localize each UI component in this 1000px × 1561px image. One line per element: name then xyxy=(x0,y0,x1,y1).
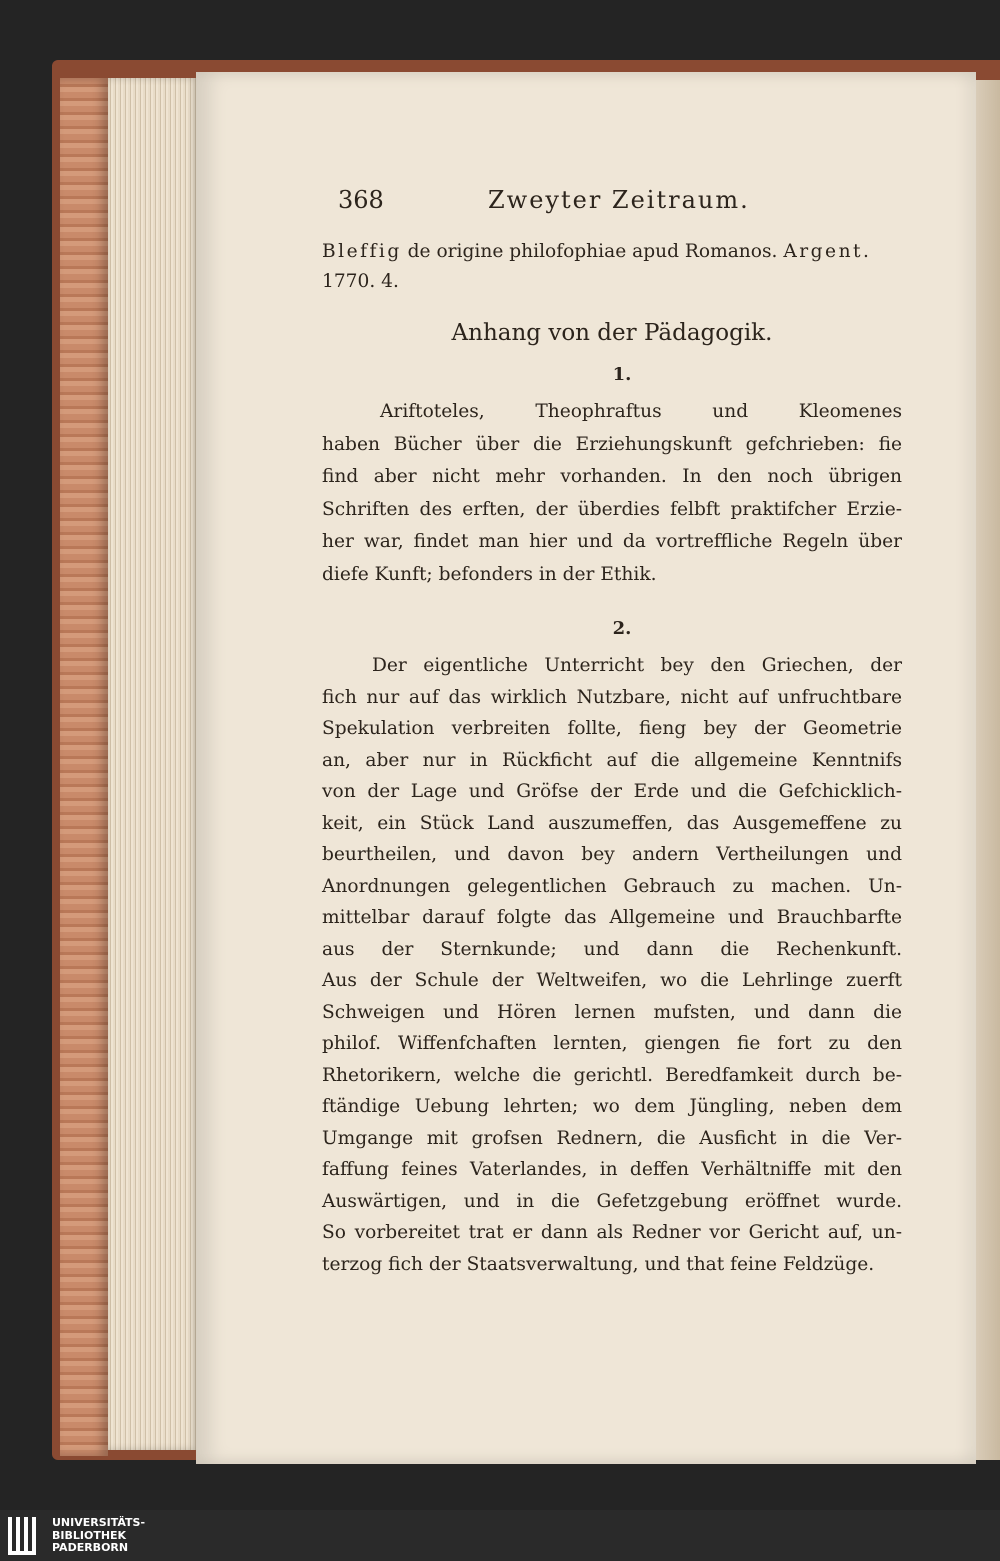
text-line: philof. Wiffenfchaften lernten, giengen fie fort zu den xyxy=(322,1033,902,1054)
text-line: keit, ein Stück Land auszumeffen, das Ausgemeffene zu xyxy=(322,812,902,834)
text-line: find aber nicht mehr vorhanden. In den noch übrigen xyxy=(322,466,902,487)
text-line: fich nur auf das wirklich Nutzbare, nicht auf unfruchtbare xyxy=(322,686,902,708)
text-line: terzog fich der Staatsverwaltung, und that feine Feldzüge. xyxy=(322,1253,875,1275)
text-line: Umgange mit grofsen Rednern, die Ausficht in die Ver- xyxy=(322,1127,902,1149)
reference-title: de origine philofophiae apud Romanos. xyxy=(407,241,778,262)
page-stack xyxy=(108,78,198,1450)
page-header xyxy=(338,180,778,220)
text-line: Schweigen und Hören lernen mufsten, und dann die xyxy=(322,1001,902,1023)
reference-line-1 xyxy=(322,236,902,268)
library-logo-icon xyxy=(6,1515,42,1557)
text-line: beurtheilen, und davon bey andern Vertheilungen und xyxy=(322,844,902,865)
appendix-title: Anhang von der Pädagogik. xyxy=(451,320,773,346)
library-name-line-1: UNIVERSITÄTS- xyxy=(52,1516,146,1529)
text-line: Auswärtigen, und in die Gefetzgebung eröffnet wurde. xyxy=(322,1190,902,1212)
reference-line-2: 1770. 4. xyxy=(322,271,399,292)
text-line: Ariftoteles, Theophraftus und Kleomenes xyxy=(380,401,902,422)
book-fore-edge xyxy=(60,78,108,1456)
section-2-number: 2. xyxy=(612,618,632,639)
library-name-line-3: PADERBORN xyxy=(52,1541,129,1554)
text-line: aus der Sternkunde; und dann die Rechenkunft. xyxy=(322,938,902,960)
running-title: Zweyter Zeitraum. xyxy=(488,186,750,214)
text-line: Der eigentliche Unterricht bey den Griechen, der xyxy=(372,655,902,676)
text-line: Aus der Schule der Weltweifen, wo die Lehrlinge zuerft xyxy=(322,970,902,991)
library-name xyxy=(52,1517,145,1555)
text-line: Rhetorikern, welche die gerichtl. Beredfamkeit durch be- xyxy=(322,1064,902,1086)
page-number: 368 xyxy=(338,186,384,214)
library-footer xyxy=(0,1510,1000,1561)
facing-page-edge xyxy=(976,80,1000,1460)
text-line: Anordnungen gelegentlichen Gebrauch zu machen. Un- xyxy=(322,875,902,897)
text-line: ftändige Uebung lehrten; wo dem Jüngling, neben dem xyxy=(322,1096,902,1117)
reference-place: Argent. xyxy=(783,241,872,262)
text-line: Schriften des erften, der überdies felbft praktifcher Erzie- xyxy=(322,498,902,520)
text-line: mittelbar darauf folgte das Allgemeine und Brauchbarfte xyxy=(322,907,902,928)
text-line: her war, findet man hier und da vortreffliche Regeln über xyxy=(322,531,902,552)
text-line: an, aber nur in Rückficht auf die allgemeine Kenntnifs xyxy=(322,749,902,771)
text-line: von der Lage und Gröfse der Erde und die Gefchicklich- xyxy=(322,781,902,802)
library-name-line-2: BIBLIOTHEK xyxy=(52,1528,127,1542)
text-line: diefe Kunft; befonders in der Ethik. xyxy=(322,563,657,585)
text-line: So vorbereitet trat er dann als Redner vor Gericht auf, un- xyxy=(322,1222,902,1243)
section-1-number: 1. xyxy=(612,364,632,385)
reference-author: Bleffig xyxy=(322,241,402,262)
text-line: Spekulation verbreiten follte, fieng bey der Geometrie xyxy=(322,718,902,739)
text-line: faffung feines Vaterlandes, in deffen Verhältniffe mit den xyxy=(322,1159,902,1180)
text-line: haben Bücher über die Erziehungskunft gefchrieben: fie xyxy=(322,433,902,455)
